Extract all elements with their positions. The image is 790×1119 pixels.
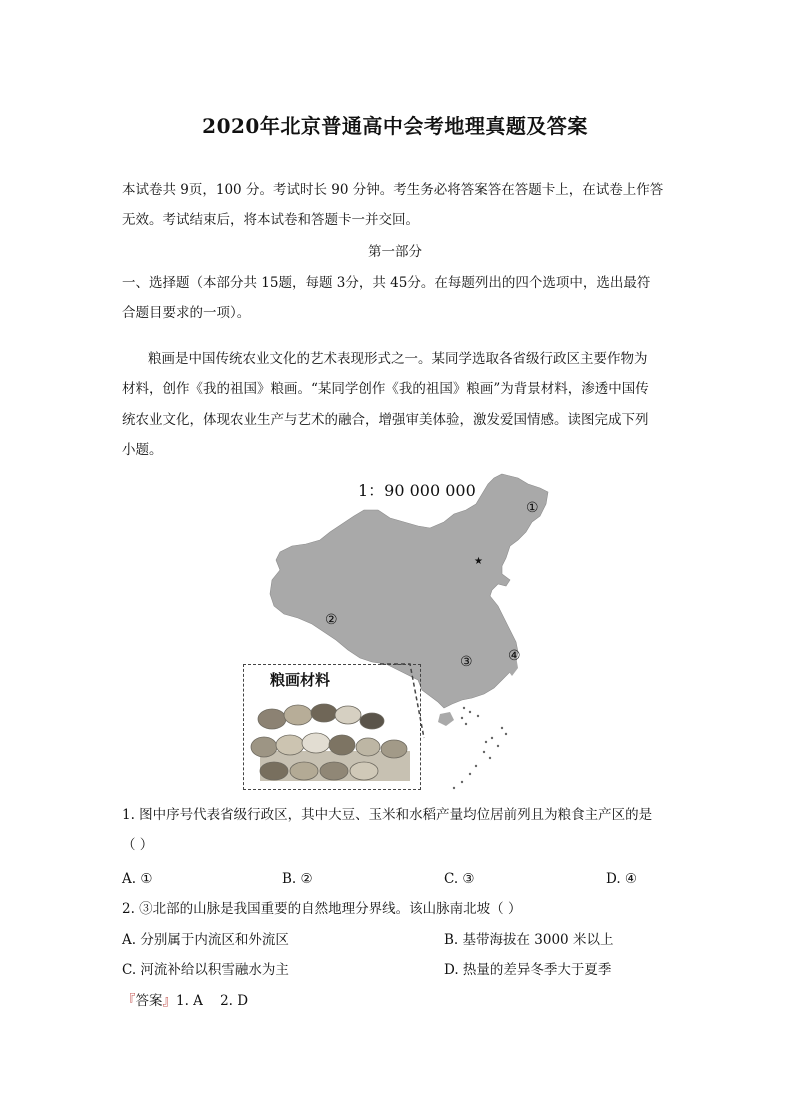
- part-heading: 第一部分: [368, 244, 422, 260]
- intro-line-2: 无效。考试结束后，将本试卷和答题卡一并交回。: [122, 212, 419, 228]
- question-1-option-b: B. ②: [282, 871, 313, 887]
- section-instruction-line-2: 合题目要求的一项）。: [122, 305, 251, 321]
- passage-line-4: 小题。: [122, 442, 163, 458]
- map-marker-2: ②: [325, 612, 338, 628]
- section-instruction-line-1: 一、选择题（本部分共 15题，每题 3分，共 45分。在每题列出的四个选项中，选出最符: [122, 275, 651, 291]
- question-1-option-d: D. ④: [606, 871, 638, 887]
- south-sea-islands: [453, 707, 507, 789]
- answer-label: 答案: [135, 993, 163, 1009]
- question-1-option-a: A. ①: [122, 871, 153, 887]
- document-title: 2020年北京普通高中会考地理真题及答案: [202, 114, 588, 138]
- answer-bracket-close: 』: [162, 993, 176, 1009]
- map-marker-3: ③: [460, 654, 473, 670]
- answer-bracket-open: 『: [122, 993, 136, 1009]
- question-1-stem-line-2: （ ）: [122, 837, 154, 853]
- passage-line-2: 材料，创作《我的祖国》粮画。“某同学创作《我的祖国》粮画”为背景材料，渗透中国传: [122, 381, 649, 397]
- intro-line-1: 本试卷共 9页，100 分。考试时长 90 分钟。考生务必将答案答在答题卡上，在试卷上作答: [122, 182, 664, 198]
- question-2-option-b: B. 基带海拔在 3000 米以上: [444, 932, 614, 948]
- question-1-option-c: C. ③: [444, 871, 475, 887]
- answer-line: [122, 992, 248, 1010]
- map-marker-4: ④: [508, 648, 521, 664]
- hainan-island-shape: [438, 712, 454, 726]
- inset-connector-line: [380, 660, 430, 740]
- answer-text: 1. A 2. D: [176, 993, 249, 1009]
- passage-line-3: 统农业文化，体现农业生产与艺术的融合，增强审美体验，激发爱国情感。读图完成下列: [122, 412, 649, 428]
- map-scale-label: 1：90 000 000: [358, 481, 476, 500]
- map-marker-1: ①: [526, 500, 539, 516]
- inset-title: 粮画材料: [270, 671, 331, 689]
- question-2-option-c: C. 河流补给以积雪融水为主: [122, 962, 289, 978]
- question-2-option-a: A. 分别属于内流区和外流区: [122, 932, 289, 948]
- question-1-stem-line-1: 1. 图中序号代表省级行政区，其中大豆、玉米和水稻产量均位居前列且为粮食主产区的是: [122, 807, 653, 823]
- question-2-stem: 2. ③北部的山脉是我国重要的自然地理分界线。该山脉南北坡（ ）: [122, 901, 522, 917]
- question-2-option-d: D. 热量的差异冬季大于夏季: [444, 962, 612, 978]
- passage-line-1: 粮画是中国传统农业文化的艺术表现形式之一。某同学选取各省级行政区主要作物为: [148, 351, 648, 367]
- capital-star-icon: ★: [474, 556, 483, 567]
